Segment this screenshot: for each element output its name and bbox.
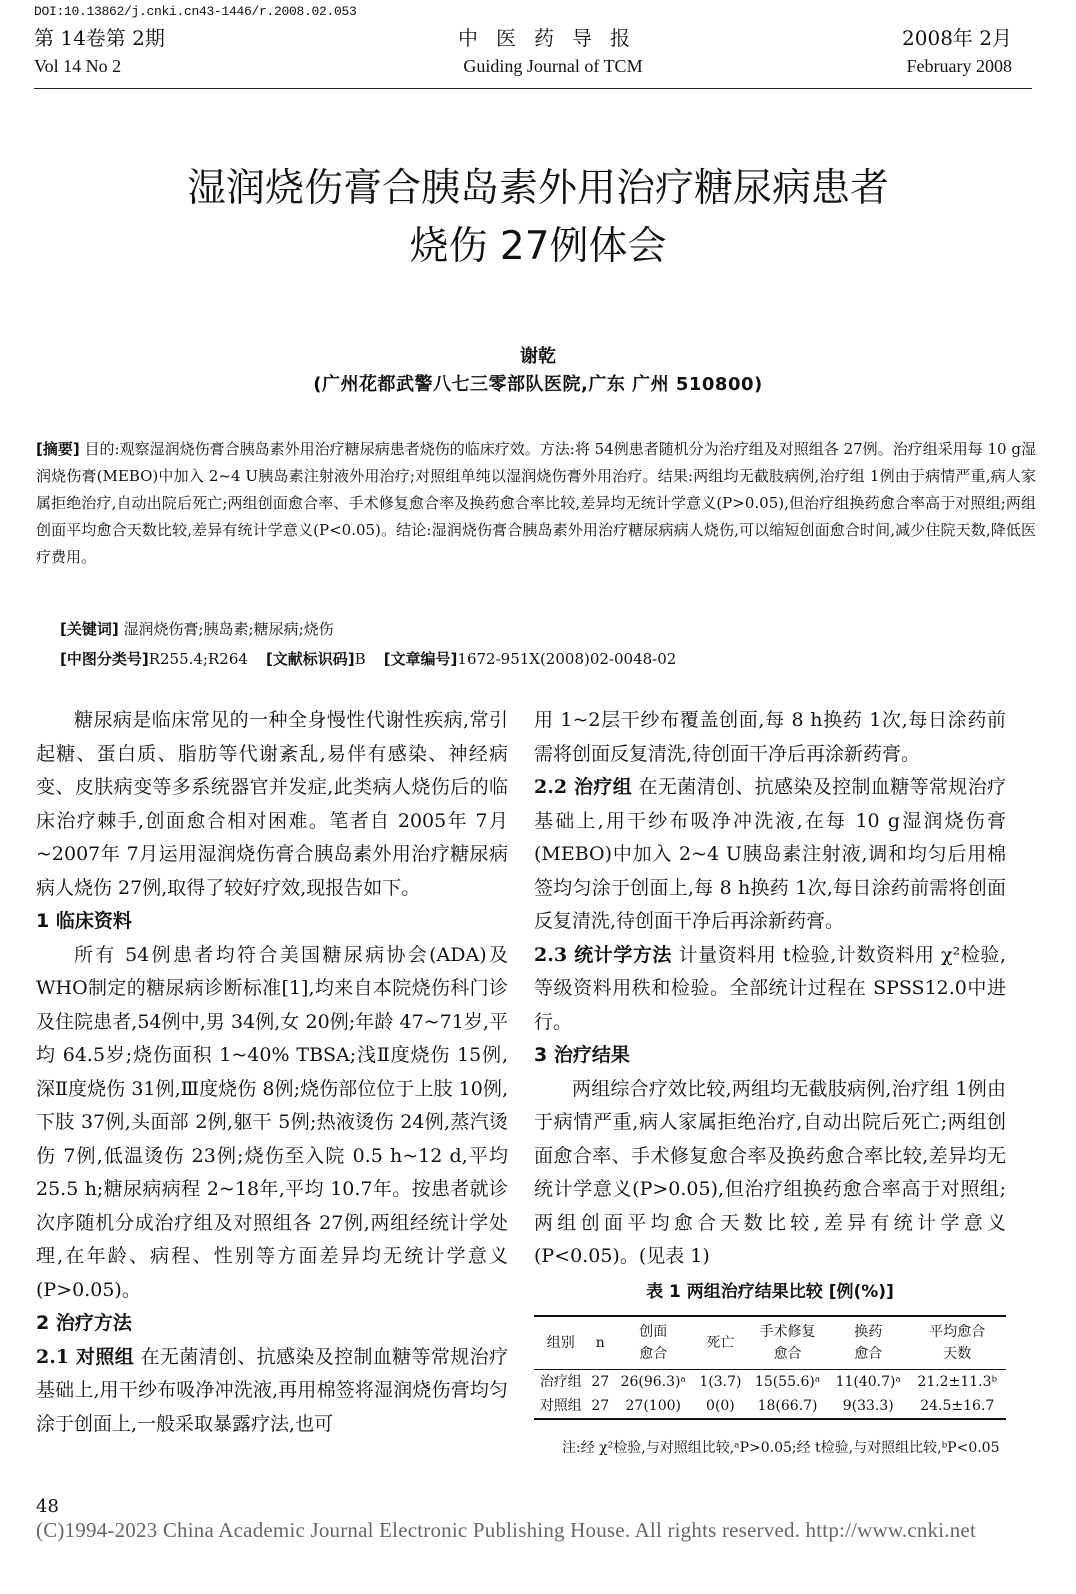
table-cell: 26(96.3)ᵃ — [620, 1374, 686, 1390]
body-column-left — [36, 704, 508, 1441]
intro-paragraph: 糖尿病是临床常见的一种全身慢性代谢性疾病,常引起糖、蛋白质、脂肪等代谢紊乱,易伴有感染、神经病变、皮肤病变等多系统器官并发症,此类病人烧伤后的临床治疗棘手,创面愈合相对困难。笔者自 2005年 7月~2007年 7月运用湿润烧伤膏合胰岛素外用治疗糖尿病病人烧伤 27例,取得了较好疗效,现报告如下。 — [36, 709, 508, 899]
article-no-value: 1672-951X(2008)02-0048-02 — [457, 650, 677, 668]
subsection-2-2-text: 在无菌清创、抗感染及控制血糖等常规治疗基础上,用干纱布吸净冲洗液,在每 10 g湿润烧伤膏(MEBO)中加入 2~4 U胰岛素注射液,调和均匀后用棉签均匀涂于创面上,每 8 h换药 1次,每日涂药前需将创面反复清洗,待创面干净后再涂新药膏。 — [534, 776, 1007, 932]
journal-name-cn: 中医药导报 — [458, 26, 648, 50]
subsection-2-3-text: 计量资料用 t检验,计数资料用 χ²检验,等级资料用秩和检验。全部统计过程在 SPSS12.0中进行。 — [534, 943, 1006, 1033]
article-title — [0, 160, 1076, 276]
abstract-label: [摘要] — [36, 440, 80, 458]
subsection-2-3-label: 2.3 统计学方法 — [534, 943, 672, 966]
article-no-label: [文章编号] — [383, 650, 458, 668]
classification-line — [60, 648, 676, 669]
section-heading-2: 2 治疗方法 — [36, 1312, 132, 1334]
doi: DOI:10.13862/j.cnki.cn43-1446/r.2008.02.053 — [34, 4, 357, 19]
page-number: 48 — [36, 1496, 59, 1517]
table-cell: 9(33.3) — [828, 1394, 909, 1419]
table-header-cell: 死亡 — [694, 1316, 748, 1370]
title-line-2: 烧伤 27例体会 — [409, 224, 667, 269]
table-cell: 15(55.6)ᵃ — [754, 1374, 821, 1390]
keywords-label: [关键词] — [60, 620, 119, 638]
abstract — [36, 436, 1036, 571]
section-heading-3: 3 治疗结果 — [534, 1044, 630, 1066]
subsection-2-1-label: 2.1 对照组 — [36, 1345, 135, 1368]
journal-name-en: Guiding Journal of TCM — [463, 56, 643, 76]
subsection-2-1 — [36, 1341, 508, 1442]
affiliation: (广州花都武警八七三零部队医院,广东 广州 510800) — [313, 374, 763, 395]
doc-code-value: B — [354, 650, 366, 668]
table-cell: 对照组 — [534, 1394, 588, 1419]
subsection-2-3 — [534, 939, 1006, 1040]
abstract-text: 目的:观察湿润烧伤膏合胰岛素外用治疗糖尿病患者烧伤的临床疗效。方法:将 54例患者随机分为治疗组及对照组各 27例。治疗组采用每 10 g湿润烧伤膏(MEBO)中加入 2~4 U胰岛素注射液外用治疗;对照组单纯以湿润烧伤膏外用治疗。结果:两组均无截肢病例,治疗组 1例由于病情严重,病人家属拒绝治疗,自动出院后死亡;两组创面愈合率、手术修复愈合率及换药愈合率比较,差异均无统计学意义(P>0.05),但治疗组换药愈合率高于对照组;两组创面平均愈合天数比较,差异有统计学意义(P<0.05)。结论:湿润烧伤膏合胰岛素外用治疗糖尿病病人烧伤,可以缩短创面愈合时间,减少住院天数,降低医疗费用。 — [36, 440, 1036, 566]
volume-issue-cn: 第 14卷第 2期 — [34, 26, 165, 50]
continued-paragraph: 用 1~2层干纱布覆盖创面,每 8 h换药 1次,每日涂药前需将创面反复清洗,待创面干净后再涂新药膏。 — [534, 709, 1006, 765]
header-rule — [34, 88, 1032, 89]
table-cell: 治疗组 — [539, 1374, 582, 1390]
table-header-cell: 创面 愈合 — [613, 1316, 694, 1370]
body-column-right — [534, 704, 1006, 1462]
copyright-footer: (C)1994-2023 China Academic Journal Electronic Publishing House. All rights reserved. http://www.cnki.net — [36, 1518, 976, 1542]
table-row — [534, 1394, 1006, 1419]
table-cell: 18(66.7) — [747, 1394, 828, 1419]
table-title: 表 1 两组治疗结果比较 [例(%)] — [646, 1281, 894, 1302]
table-cell: 21.2±11.3ᵇ — [917, 1374, 998, 1390]
clc-label: [中图分类号] — [60, 650, 149, 668]
volume-issue-en: Vol 14 No 2 — [34, 56, 122, 76]
clc-value: R255.4;R264 — [148, 650, 248, 668]
results-paragraph: 两组综合疗效比较,两组均无截肢病例,治疗组 1例由于病情严重,病人家属拒绝治疗,自动出院后死亡;两组创面愈合率、手术修复愈合率及换药愈合率比较,差异均无统计学意义(P>0.05),但治疗组换药愈合率高于对照组;两组创面平均愈合天数比较,差异有统计学意义(P<0.05)。(见表 1) — [534, 1077, 1006, 1267]
table-header-cell: 换药 愈合 — [828, 1316, 909, 1370]
table-row — [534, 1370, 1006, 1395]
doc-code-label: [文献标识码] — [265, 650, 355, 668]
keywords — [60, 618, 334, 639]
table-header-cell: 组别 — [534, 1316, 588, 1370]
results-table — [534, 1315, 1006, 1420]
table-cell: 27(100) — [613, 1394, 694, 1419]
clinical-data-paragraph: 所有 54例患者均符合美国糖尿病协会(ADA)及 WHO制定的糖尿病诊断标准[1],均来自本院烧伤科门诊及住院患者,54例中,男 34例,女 20例;年龄 47~71岁,平均 64.5岁;烧伤面积 1~40% TBSA;浅Ⅱ度烧伤 15例,深Ⅱ度烧伤 31例,Ⅲ度烧伤 8例;烧伤部位位于上肢 10例,下肢 37例,头面部 2例,躯干 5例;热液烫伤 24例,蒸汽烫伤 7例,低温烫伤 23例;烧伤至入院 0.5 h~12 d,平均 25.5 h;糖尿病病程 2~18年,平均 10.7年。按患者就诊次序随机分成治疗组及对照组各 27例,两组经统计学处理,在年龄、病程、性别等方面差异均无统计学意义(P>0.05)。 — [36, 943, 508, 1301]
table-cell: 27 — [591, 1374, 610, 1390]
table-header-cell: 平均愈合 天数 — [909, 1316, 1006, 1370]
table-cell: 0(0) — [694, 1394, 748, 1419]
title-line-1: 湿润烧伤膏合胰岛素外用治疗糖尿病患者 — [186, 166, 889, 211]
subsection-2-1-text: 在无菌清创、抗感染及控制血糖等常规治疗基础上,用干纱布吸净冲洗液,再用棉签将湿润烧伤膏均匀涂于创面上,一般采取暴露疗法,也可 — [36, 1345, 509, 1435]
table-note: 注:经 χ²检验,与对照组比较,ᵃP>0.05;经 t检验,与对照组比较,ᵇP<0.05 — [562, 1440, 1000, 1456]
table-header-cell: 手术修复 愈合 — [747, 1316, 828, 1370]
section-heading-1: 1 临床资料 — [36, 910, 132, 932]
keywords-text: 湿润烧伤膏;胰岛素;糖尿病;烧伤 — [118, 620, 334, 638]
date-cn: 2008年 2月 — [902, 26, 1012, 50]
date-en: February 2008 — [906, 56, 1012, 76]
author: 谢乾 — [520, 346, 556, 367]
table-header-cell: n — [588, 1316, 613, 1370]
table-cell: 27 — [588, 1394, 613, 1419]
table-cell: 1(3.7) — [699, 1374, 742, 1390]
table-header-row — [534, 1316, 1006, 1370]
table-cell: 11(40.7)ᵃ — [835, 1374, 901, 1390]
subsection-2-2-label: 2.2 治疗组 — [534, 776, 633, 798]
table-cell: 24.5±16.7 — [909, 1394, 1006, 1419]
subsection-2-2 — [534, 771, 1006, 939]
